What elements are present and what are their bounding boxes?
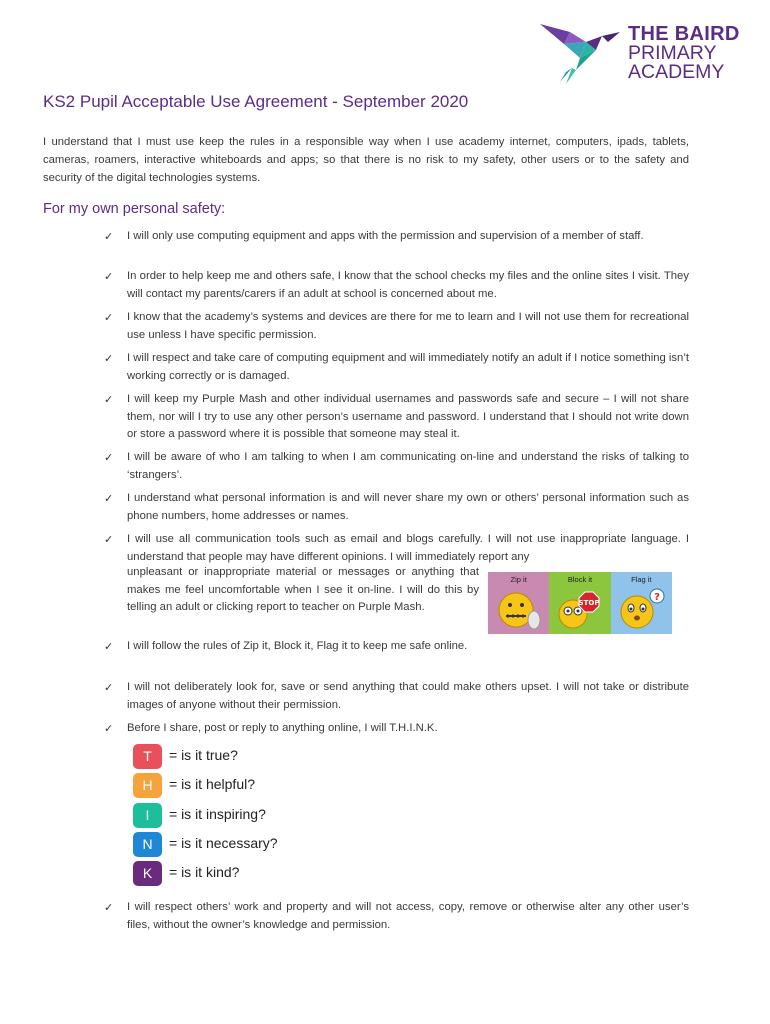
list-item (104, 899, 689, 934)
list-item (104, 490, 689, 525)
checkmark-icon: ✓ (104, 722, 114, 735)
checkmark-icon: ✓ (104, 533, 114, 546)
checkmark-icon: ✓ (104, 640, 114, 653)
zip-it-panel (488, 572, 549, 634)
list-item-text: I will respect others’ work and property and will not access, copy, remove or otherwise alter any other user’s files, without the owner’s knowledge and permission. (127, 901, 689, 931)
logo-line-2: PRIMARY (628, 42, 717, 64)
think-letter-badge: I (133, 803, 162, 828)
checkmark-icon: ✓ (104, 230, 114, 243)
zip-it-label: Zip it (510, 575, 527, 584)
checkmark-icon: ✓ (104, 492, 114, 505)
block-it-panel (549, 572, 610, 634)
think-letter-badge: T (133, 744, 162, 769)
checkmark-icon: ✓ (104, 311, 114, 324)
flag-it-panel (611, 572, 672, 634)
flag-smiley-icon (617, 586, 667, 632)
think-letter-badge: K (133, 861, 162, 886)
list-item (104, 350, 689, 385)
list-item (104, 679, 689, 714)
list-item-text: I will only use computing equipment and apps with the permission and supervision of a member of staff. (127, 230, 644, 242)
svg-text:STOP: STOP (578, 599, 600, 607)
checkmark-icon: ✓ (104, 270, 114, 283)
list-item-text: unpleasant or inappropriate material or messages or anything that makes me feel uncomfortable when I see it on-line. I will do this by telling an adult or clicking report to teacher on Purple Mash. (127, 566, 479, 613)
intro-paragraph: I understand that I must use keep the rules in a responsible way when I use academy internet, computers, ipads, tablets, cameras, roamers, interactive whiteboards and apps; so that there is no risk to my safety, other users or to the safety and security of the digital technologies systems. (43, 136, 689, 184)
list-item-continued (104, 564, 479, 617)
academy-logo (536, 22, 750, 88)
section-heading: For my own personal safety: (43, 201, 226, 217)
list-item-text: I will be aware of who I am talking to when I am communicating on-line and understand the risks of talking to ‘strangers’. (127, 451, 689, 481)
list-item-text: I will follow the rules of Zip it, Block it, Flag it to keep me safe online. (127, 640, 468, 652)
list-item (104, 638, 479, 656)
list-item (104, 720, 689, 738)
list-item (104, 309, 689, 344)
block-it-label: Block it (567, 575, 593, 584)
zip-smiley-icon (494, 586, 544, 632)
think-letter-badge: H (133, 773, 162, 798)
logo-line-1: THE BAIRD (628, 23, 740, 45)
list-item-text: I will keep my Purple Mash and other individual usernames and passwords safe and secure – I will not share them, nor will I try to use any other person’s username and password. I understand that I should not write down or store a password where it is possible that someone may steal it. (127, 393, 689, 440)
think-text: = is it true? (169, 747, 238, 763)
list-item (104, 391, 689, 444)
list-item-text: I will respect and take care of computing equipment and will immediately notify an adult if I notice something isn’t working correctly or is damaged. (127, 352, 689, 382)
list-item-text: In order to help keep me and others safe, I know that the school checks my files and the online sites I visit. They will contact my parents/carers if an adult at school is concerned about me. (127, 270, 689, 300)
think-letter-badge: N (133, 832, 162, 857)
checkmark-icon: ✓ (104, 393, 114, 406)
checkmark-icon: ✓ (104, 901, 114, 914)
document-title: KS2 Pupil Acceptable Use Agreement - September 2020 (43, 92, 469, 111)
list-item-text: I know that the academy’s systems and devices are there for me to learn and I will not use them for recreational use unless I have specific permission. (127, 311, 689, 341)
block-smiley-stop-icon (555, 586, 605, 632)
zip-block-flag-image (488, 572, 672, 634)
checkmark-icon: ✓ (104, 352, 114, 365)
list-item (104, 268, 689, 303)
think-text: = is it kind? (169, 864, 240, 881)
logo-line-3: ACADEMY (628, 61, 725, 83)
flag-it-label: Flag it (631, 575, 652, 584)
think-text: = is it inspiring? (169, 805, 266, 822)
list-item-text: Before I share, post or reply to anything online, I will T.H.I.N.K. (127, 722, 438, 734)
think-text: = is it helpful? (169, 776, 255, 793)
checkmark-icon: ✓ (104, 451, 114, 464)
svg-text:?: ? (653, 592, 660, 603)
list-item (104, 449, 689, 484)
checkmark-icon: ✓ (104, 681, 114, 694)
list-item (104, 228, 689, 246)
hummingbird-logo-icon (536, 22, 626, 88)
list-item-text: I understand what personal information is and will never share my own or others’ personal information such as phone numbers, home addresses or names. (127, 492, 689, 522)
think-text: = is it necessary? (169, 834, 278, 851)
list-item (104, 531, 689, 566)
list-item-text: I will not deliberately look for, save or send anything that could make others upset. I will not take or distribute images of anyone without their permission. (127, 681, 689, 711)
list-item-text: I will use all communication tools such as email and blogs carefully. I will not use inappropriate language. I understand that people may have different opinions. I will immediately report any (127, 533, 689, 563)
